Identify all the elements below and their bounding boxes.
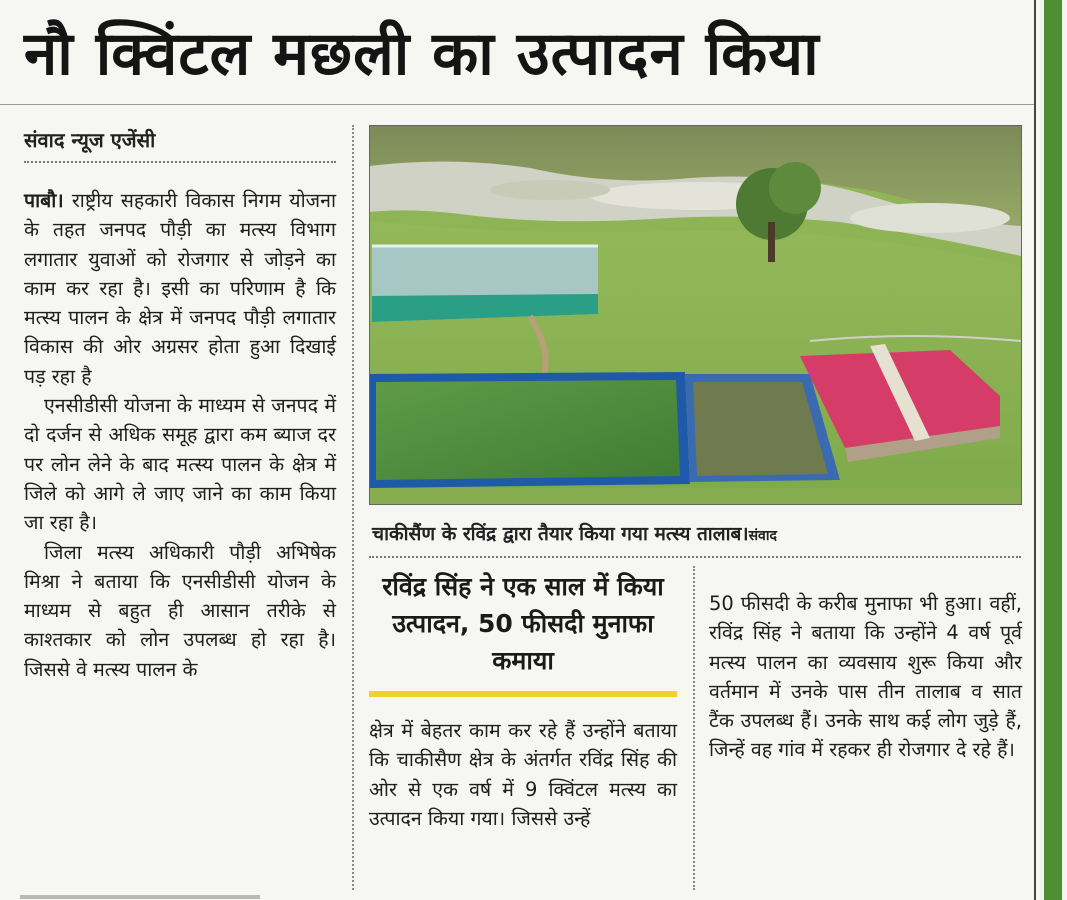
article-paragraph-1: [24, 186, 336, 391]
byline: संवाद न्यूज एजेंसी: [24, 128, 156, 152]
article-paragraph-4: क्षेत्र में बेहतर काम कर रहे हैं उन्होंने बताया कि चाकीसैण क्षेत्र के अंतर्गत रविंद्र सिंह की ओर से एक वर्ष में 9 क्विंटल मत्स्य का उत्पादन किया गया। जिससे उन्हें: [369, 719, 677, 830]
page-edge: [1034, 0, 1036, 900]
headline-rule: [0, 104, 1034, 105]
article-paragraph-3: जिला मत्स्य अधिकारी पौड़ी अभिषेक मिश्रा ने बताया कि एनसीडीसी योजन के माध्यम से बहुत ही आसान तरीके से काश्तकार को लोन उपलब्ध हो रहा है। जिससे वे मत्स्य पालन के: [24, 540, 336, 681]
article-column-2: [369, 716, 677, 833]
photo-credit: संवाद: [748, 528, 777, 544]
paragraph-text: राष्ट्रीय सहकारी विकास निगम योजना के तहत जनपद पौड़ी का मत्स्य विभाग लगातार युवाओं को रोजगार से जोड़ने का काम कर रहा है। इसी का परिणाम है कि मत्स्य पालन के क्षेत्र में जनपद पौड़ी लगातार विकास की ओर अग्रसर होता हुआ दिखाई पड़ रहा है: [24, 189, 336, 388]
cropped-text-fragment: [20, 889, 320, 900]
fish-pond-photo: [369, 125, 1022, 505]
caption-divider: [369, 556, 1021, 558]
article-paragraph-2: एनसीडीसी योजना के माध्यम से जनपद में दो दर्जन से अधिक समूह द्वारा कम ब्याज दर पर लोन लेने के बाद मत्स्य पालन के क्षेत्र में जिले को आगे ले जाए जाने का काम किया जा रहा है।: [24, 394, 336, 535]
photo-illustration: [370, 126, 1021, 504]
article-paragraph-5: 50 फीसदी के करीब मुनाफा भी हुआ। वहीं, रविंद्र सिंह ने बताया कि उन्होंने 4 वर्ष पूर्व मत्स्य पालन का व्यवसाय शुरू किया और वर्तमान में उनके पास तीन तालाब व सात टैंक उपलब्ध हैं। उनके साथ कई लोग जुड़े हैं, जिन्हें वह गांव में रहकर ही रोजगार दे रहे हैं।: [709, 592, 1022, 762]
subheadline-highlight-bar: [369, 691, 677, 697]
dateline: पाबौ।: [24, 189, 64, 212]
article-column-3: [709, 589, 1022, 765]
column-separator-2: [693, 566, 695, 890]
caption-text: चाकीसैंण के रविंद्र द्वारा तैयार किया गया मत्स्य तालाब।: [372, 523, 749, 545]
subheadline: रविंद्र सिंह ने एक साल में किया उत्पादन, 50 फीसदी मुनाफा कमाया: [382, 572, 664, 675]
side-color-bar: [1044, 0, 1062, 900]
column-separator: [352, 125, 354, 890]
photo-caption: [372, 520, 1022, 546]
article-column-1: [24, 186, 336, 684]
byline-divider: [24, 161, 336, 163]
headline: नौ क्विंटल मछली का उत्पादन किया: [24, 19, 820, 89]
